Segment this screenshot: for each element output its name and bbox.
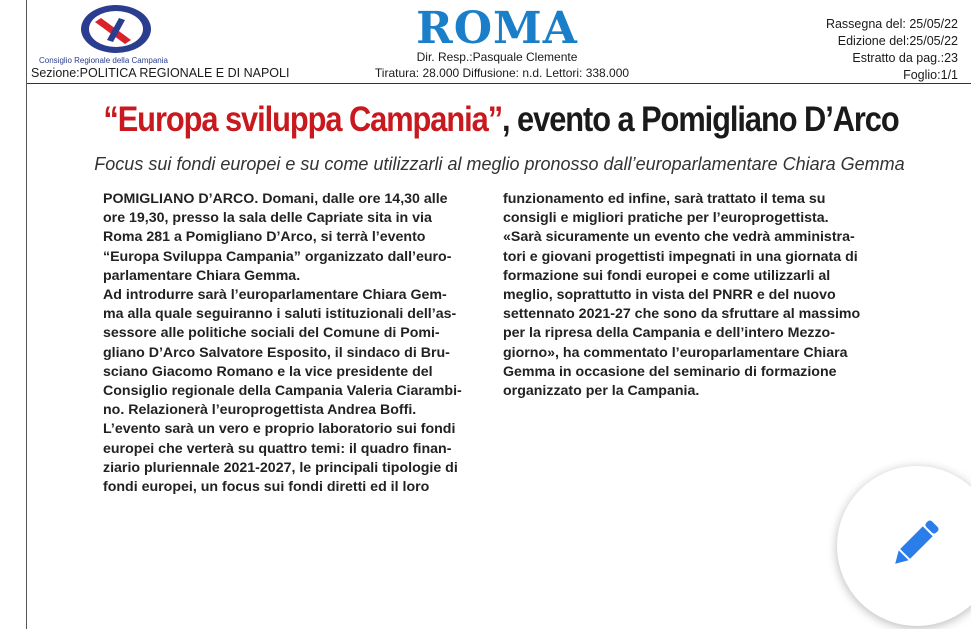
clipping-header [27, 0, 971, 84]
article-line: ziario pluriennale 2021-2027, le principali tipologie di [103, 459, 458, 476]
rassegna-date: Rassegna del: 25/05/22 [825, 17, 958, 31]
article-line: formazione sui fondi europei e come utilizzarli al [503, 267, 831, 284]
article-line: settennato 2021-27 che sono da sfruttare al massimo [503, 306, 861, 323]
council-logo [39, 4, 189, 65]
article-line: L’evento sarà un vero e proprio laboratorio sui fondi [103, 421, 456, 438]
article-line: ma alla quale seguiranno i saluti istituzionali dell’as- [103, 306, 457, 323]
director-line: Dir. Resp.:Pasquale Clemente [416, 50, 578, 64]
article-subhead: Focus sui fondi europei e su come utilizzarli al meglio pronosso dall’europarlamentare Chiara Gemma [94, 154, 905, 174]
foglio-count: Foglio:1/1 [903, 68, 958, 82]
article-line: per la ripresa della Campania e dell’intero Mezzo- [503, 325, 835, 342]
article-line: «Sarà sicuramente un evento che vedrà amministra- [503, 229, 855, 246]
article-line: “Europa Sviluppa Campania” organizzato dall’euro- [103, 248, 452, 265]
article-line: Gemma in occasione del seminario di formazione [503, 363, 837, 380]
edizione-date: Edizione del:25/05/22 [837, 34, 958, 48]
article-line: consigli e migliori pratiche per l’europrogettista. [503, 210, 829, 227]
article-line: sessore alle politiche sociali del Comune di Pomi- [103, 325, 440, 342]
article-line: sciano Giacomo Romano e la vice presidente del [103, 363, 433, 380]
newspaper-masthead: ROMA [416, 3, 578, 54]
article-line: europei che verterà su quattro temi: il quadro finan- [103, 440, 452, 457]
article-line: meglio, soprattutto in vista del PNRR e del nuovo [503, 287, 836, 304]
article-line: gliano D’Arco Salvatore Esposito, il sindaco di Bru- [103, 344, 450, 361]
headline-rest: , evento a Pomigliano D’Arco [502, 100, 899, 139]
article-headline [96, 100, 906, 140]
section-label: Sezione:POLITICA REGIONALE E DI NAPOLI [31, 66, 290, 80]
article-column-1 [103, 190, 481, 497]
article-line: Consiglio regionale della Campania Valeria Ciarambi- [103, 383, 462, 400]
clipping-meta [826, 16, 958, 84]
article-line: parlamentare Chiara Gemma. [103, 267, 301, 284]
article-line: fondi europei, un focus sui fondi diretti ed il loro [103, 479, 430, 496]
article-line: ore 19,30, presso la sala delle Capriate sita in via [103, 210, 432, 227]
article-line: funzionamento ed infine, sarà trattato il tema su [503, 191, 826, 207]
circulation-line: Tiratura: 28.000 Diffusione: n.d. Lettori: 338.000 [374, 66, 630, 80]
article-column-2 [503, 190, 881, 401]
article-line: no. Relazionerà l’europrogettista Andrea Boffi. [103, 402, 417, 419]
council-emblem-icon [79, 4, 153, 56]
header-divider [27, 83, 971, 84]
pencil-edit-icon [885, 514, 945, 574]
article-line: Roma 281 a Pomigliano D’Arco, si terrà l’evento [103, 229, 426, 246]
article-line: giorno», ha commentato l’europarlamentare Chiara [503, 344, 848, 361]
headline-quoted: “Europa sviluppa Campania” [103, 100, 503, 139]
logo-caption: Consiglio Regionale della Campania [39, 56, 168, 65]
article-line: tori e giovani progettisti impegnati in una giornata di [503, 248, 858, 265]
estratto-page: Estratto da pag.:23 [852, 51, 958, 65]
clipping-page [26, 0, 971, 629]
article-line: POMIGLIANO D’ARCO. Domani, dalle ore 14,30 alle [103, 191, 448, 207]
article-line: organizzato per la Campania. [503, 383, 700, 400]
article-line: Ad introdurre sarà l’europarlamentare Chiara Gem- [103, 287, 447, 304]
